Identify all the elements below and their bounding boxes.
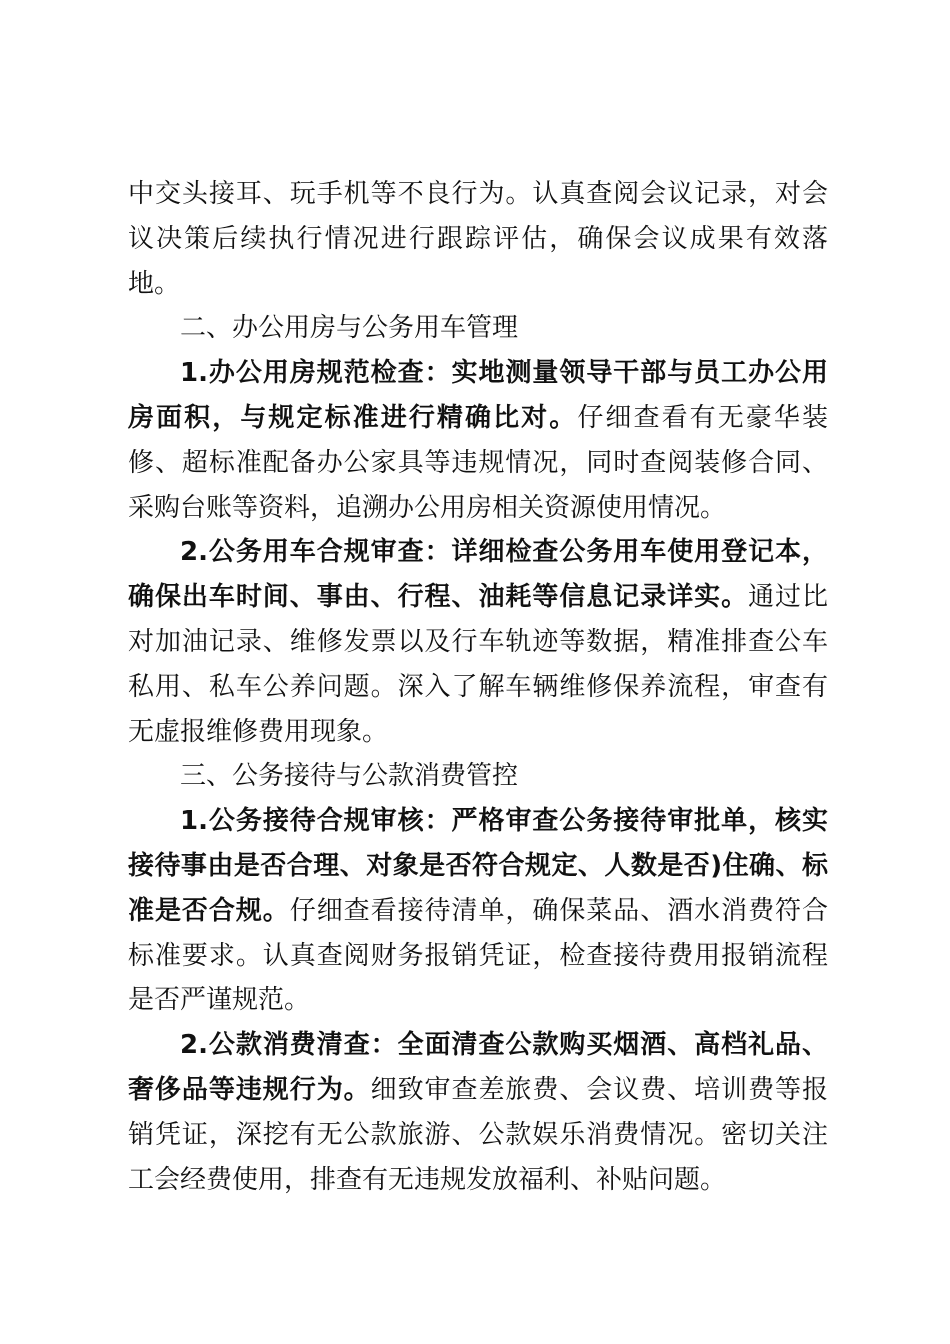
paragraph-text: 中交头接耳、玩手机等不良行为。认真查阅会议记录，对会议决策后续执行情况进行跟踪评估，确保会议成果有效落地。 (128, 179, 828, 299)
paragraph-public-spending-check (128, 1023, 828, 1202)
document-body (128, 172, 828, 1202)
paragraph-text: 通过比对加油记录、维修发票以及行车轨迹等数据，精准排查公车私用、私车公养问题。深入了解车辆维修保养流程，审查有无虚报维修费用现象。 (128, 582, 828, 747)
paragraph-reception-audit (128, 799, 828, 1023)
paragraph-bold-lead: 1.办公用房规范检查：实地测量领导干部与员工办公用房面积，与规定标准进行精确比对。 (128, 358, 828, 433)
paragraph-office-space-check (128, 351, 828, 530)
paragraph-meeting-continuation (128, 172, 828, 306)
paragraph-text: 仔细查看接待清单，确保菜品、酒水消费符合标准要求。认真查阅财务报销凭证，检查接待费用报销流程是否严谨规范。 (128, 895, 828, 1016)
paragraph-bold-lead: 2.公务用车合规审查：详细检查公务用车使用登记本，确保出车时间、事由、行程、油耗等信息记录详实。 (128, 537, 828, 613)
paragraph-text: 仔细查看有无豪华装修、超标准配备办公家具等违规情况，同时查阅装修合同、采购台账等资料，追溯办公用房相关资源使用情况。 (128, 402, 828, 523)
paragraph-vehicle-review (128, 530, 828, 754)
paragraph-text: 细致审查差旅费、会议费、培训费等报销凭证，深挖有无公款旅游、公款娱乐消费情况。密切关注工会经费使用，排查有无违规发放福利、补贴问题。 (128, 1074, 828, 1195)
section-heading-reception-and-spending (128, 754, 828, 799)
section-heading-office-and-vehicle (128, 306, 828, 351)
section-heading-text: 三、公务接待与公款消费管控 (180, 761, 519, 792)
section-heading-text: 二、办公用房与公务用车管理 (180, 313, 519, 344)
paragraph-bold-lead: 2.公款消费清查：全面清查公款购买烟酒、高档礼品、奢侈品等违规行为。 (128, 1030, 828, 1105)
paragraph-bold-lead: 1.公务接待合规审核：严格审查公务接待审批单，核实接待事由是否合理、对象是否符合规定、人数是否)住确、标准是否合规。 (128, 806, 828, 926)
